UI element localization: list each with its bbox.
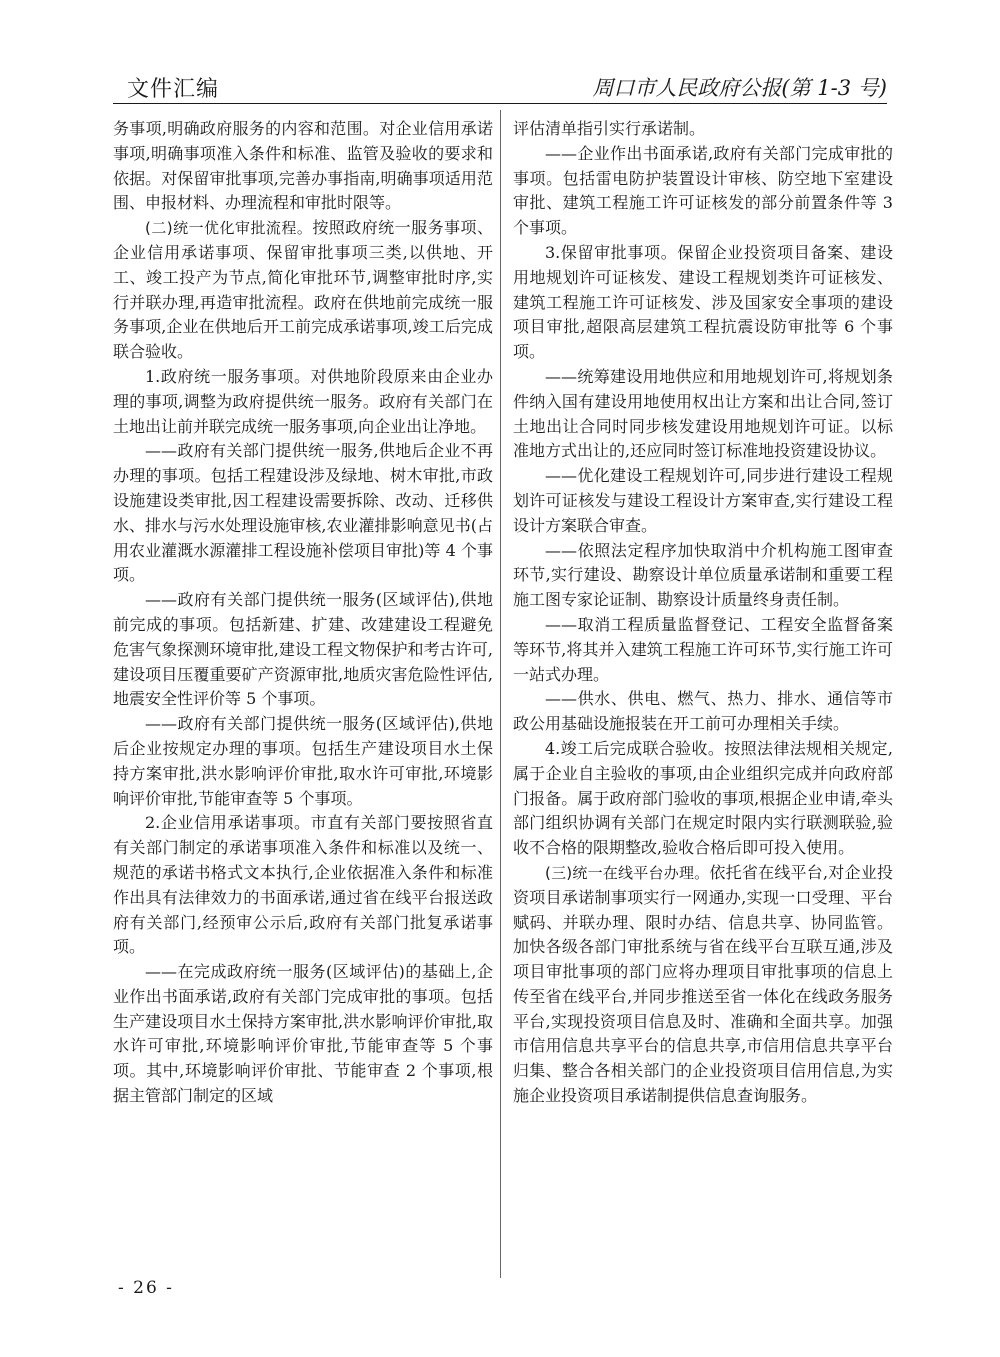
publication-title: 周口市人民政府公报(第 1-3 号) [592, 76, 887, 100]
paragraph: ——政府有关部门提供统一服务(区域评估),供地前完成的事项。包括新建、扩建、改建建设工程避免危害气象探测环境审批,建设工程文物保护和考古许可,建设项目压覆重要矿产资源审批,地质灾害危险性评估,地震安全性评价等 5 个事项。 [113, 590, 493, 709]
paragraph: 务事项,明确政府服务的内容和范围。对企业信用承诺事项,明确事项准入条件和标准、监管及验收的要求和依据。对保留审批事项,完善办事指南,明确事项适用范围、申报材料、办理流程和审批时限等。 [113, 119, 493, 213]
paragraph: ——依照法定程序加快取消中介机构施工图审查环节,实行建设、勘察设计单位质量承诺制和重要工程施工图专家论证制、勘察设计质量终身责任制。 [513, 540, 893, 610]
paragraph: 评估清单指引实行承诺制。 [513, 119, 706, 138]
paragraph [113, 216, 493, 365]
section-heading: (二)统一优化审批流程。 [145, 219, 313, 238]
paragraph: 1.政府统一服务事项。对供地阶段原来由企业办理的事项,调整为政府提供统一服务。政府有关部门在土地出让前并联完成统一服务事项,向企业出让净地。 [113, 366, 493, 436]
paragraph: 3.保留审批事项。保留企业投资项目备案、建设用地规划许可证核发、建设工程规划类许可证核发、建筑工程施工许可证核发、涉及国家安全事项的建设项目审批,超限高层建筑工程抗震设防审批等 6 个事项。 [513, 242, 893, 362]
left-column [113, 117, 493, 1277]
paragraph [513, 861, 893, 1109]
paragraph-body: 按照政府统一服务事项、企业信用承诺事项、保留审批事项三类,以供地、开工、竣工投产为节点,简化审批环节,调整审批时序,实行并联办理,再造审批流程。政府在供地前完成统一服务事项,企业在供地后开工前完成承诺事项,竣工后完成联合验收。 [113, 218, 493, 362]
paragraph: ——企业作出书面承诺,政府有关部门完成审批的事项。包括雷电防护装置设计审核、防空地下室建设审批、建筑工程施工许可证核发的部分前置条件等 3 个事项。 [513, 143, 893, 238]
column-divider [500, 110, 501, 1278]
paragraph: ——取消工程质量监督登记、工程安全监督备案等环节,将其并入建筑工程施工许可环节,实行施工许可一站式办理。 [513, 614, 893, 684]
paragraph-body: 依托省在线平台,对企业投资项目承诺制事项实行一网通办,实现一口受理、平台赋码、并联办理、限时办结、信息共享、协同监管。加快各级各部门审批系统与省在线平台互联互通,涉及项目审批事项的部门应将办理项目审批事项的信息上传至省在线平台,并同步推送至省一体化在线政务服务平台,实现投资项目信息及时、准确和全面共享。加强市信用信息共享平台的信息共享,市信用信息共享平台归集、整合各相关部门的企业投资项目信用信息,为实施企业投资项目承诺制提供信息查询服务。 [513, 862, 893, 1106]
paragraph: ——统筹建设用地供应和用地规划许可,将规划条件纳入国有建设用地使用权出让方案和出让合同,签订土地出让合同时同步核发建设用地规划许可证。以标准地方式出让的,还应同时签订标准地投资建设协议。 [513, 366, 893, 461]
running-header [113, 70, 887, 104]
paragraph: ——政府有关部门提供统一服务(区域评估),供地后企业按规定办理的事项。包括生产建设项目水土保持方案审批,洪水影响评价审批,取水许可审批,环境影响评价审批,节能审查等 5 个事项。 [113, 714, 493, 808]
right-column [513, 117, 893, 1277]
paragraph: ——在完成政府统一服务(区域评估)的基础上,企业作出书面承诺,政府有关部门完成审批的事项。包括生产建设项目水土保持方案审批,洪水影响评价审批,取水许可审批,环境影响评价审批,节能审查等 5 个事项。其中,环境影响评价审批、节能审查 2 个事项,根据主管部门制定的区域 [113, 962, 493, 1106]
header-divider [113, 103, 887, 104]
paragraph: 2.企业信用承诺事项。市直有关部门要按照省直有关部门制定的承诺事项准入条件和标准以及统一、规范的承诺书格式文本执行,企业依据准入条件和标准作出具有法律效力的书面承诺,通过省在线平台报送政府有关部门,经预审公示后,政府有关部门批复承诺事项。 [113, 813, 493, 957]
paragraph: ——供水、供电、燃气、热力、排水、通信等市政公用基础设施报装在开工前可办理相关手续。 [513, 689, 893, 734]
section-heading: (三)统一在线平台办理。 [545, 863, 710, 882]
page-number: - 26 - [118, 1278, 174, 1298]
paragraph: ——政府有关部门提供统一服务,供地后企业不再办理的事项。包括工程建设涉及绿地、树木审批,市政设施建设类审批,因工程建设需要拆除、改动、迁移供水、排水与污水处理设施审核,农业灌排影响意见书(占用农业灌溉水源灌排工程设施补偿项目审批)等 4 个事项。 [113, 441, 493, 585]
paragraph: ——优化建设工程规划许可,同步进行建设工程规划许可证核发与建设工程设计方案审查,实行建设工程设计方案联合审查。 [513, 466, 893, 535]
paragraph: 4.竣工后完成联合验收。按照法律法规相关规定,属于企业自主验收的事项,由企业组织完成并向政府部门报备。属于政府部门验收的事项,根据企业申请,牵头部门组织协调有关部门在规定时限内实行联测联验,验收不合格的限期整改,验收合格后即可投入使用。 [513, 738, 893, 858]
section-title: 文件汇编 [127, 77, 220, 102]
